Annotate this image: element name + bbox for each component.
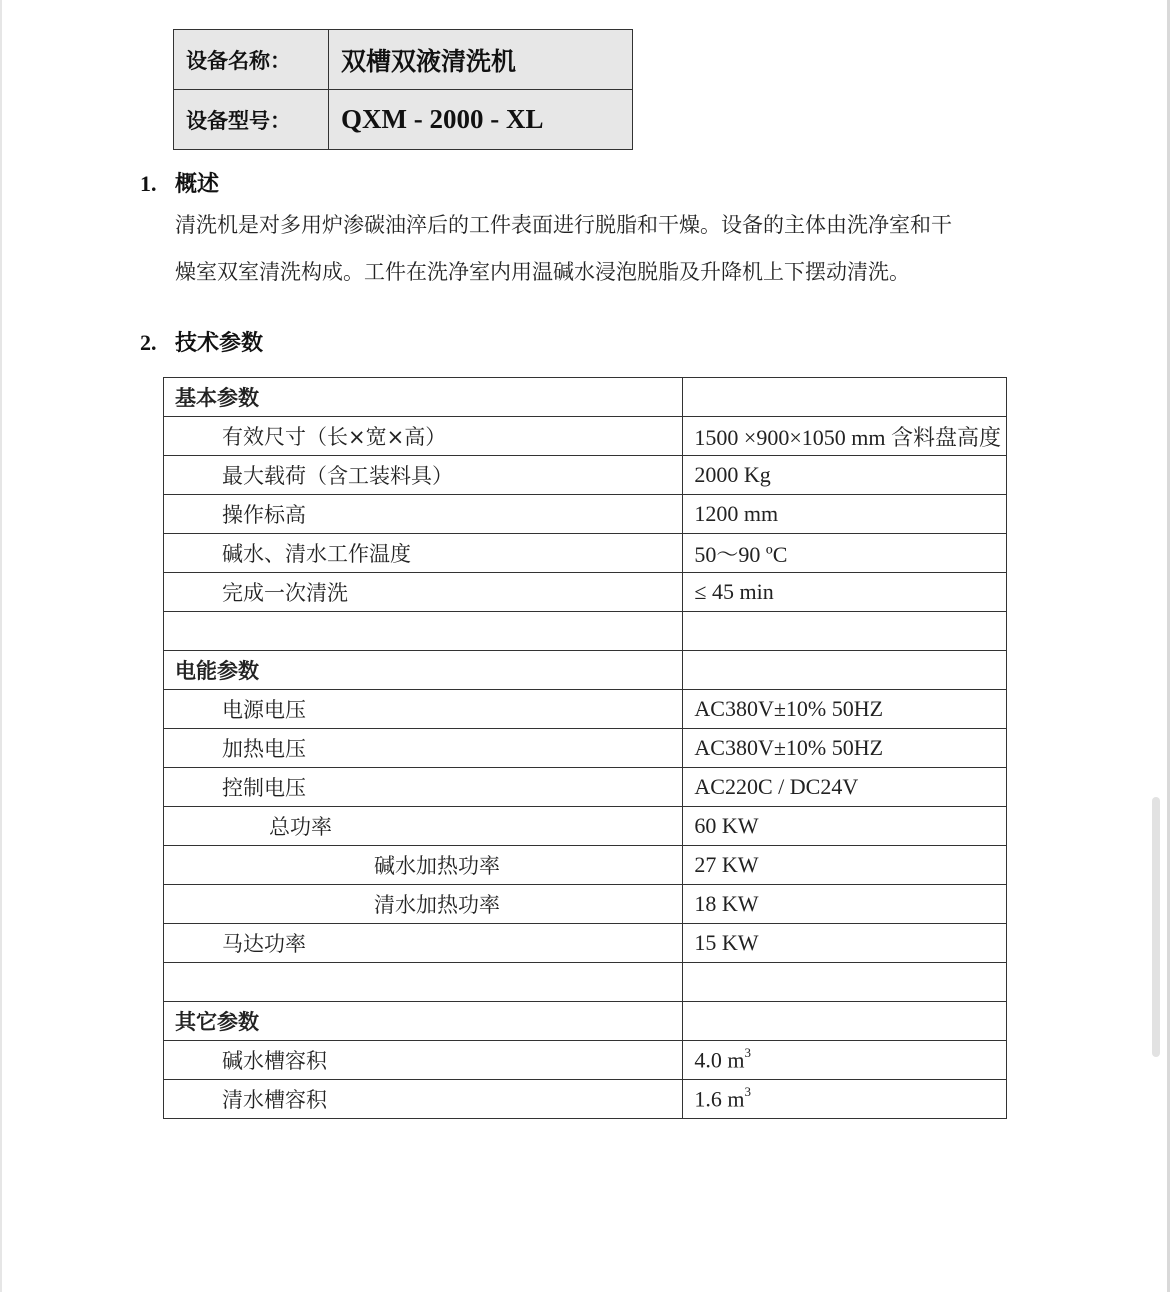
table-row (164, 768, 1007, 807)
empty-cell (683, 612, 1007, 651)
category-value-empty (683, 1002, 1007, 1041)
category-value-empty (683, 651, 1007, 690)
param-value: 50～90 ºC (683, 534, 1007, 573)
param-value: ≤ 45 min (683, 573, 1007, 612)
param-value: 1.6 m (694, 1086, 745, 1112)
table-row (164, 924, 1007, 963)
overview-line-1: 清洗机是对多用炉渗碳油淬后的工件表面进行脱脂和干燥。设备的主体由洗净室和干 (175, 213, 952, 237)
table-row (164, 417, 1007, 456)
category-label: 其它参数 (164, 1002, 683, 1041)
param-name: 有效尺寸（长×宽×高） (164, 417, 683, 456)
category-row (164, 651, 1007, 690)
table-row (164, 807, 1007, 846)
param-value: 15 KW (683, 924, 1007, 963)
param-name: 清水加热功率 (164, 885, 683, 924)
param-name: 完成一次清洗 (164, 573, 683, 612)
equipment-name-value: 双槽双液清洗机 (329, 30, 633, 90)
param-name: 总功率 (164, 807, 683, 846)
overview-line-2: 燥室双室清洗构成。工件在洗净室内用温碱水浸泡脱脂及升降机上下摆动清洗。 (175, 260, 910, 284)
table-row (164, 495, 1007, 534)
section-number: 2. (140, 330, 157, 355)
table-row (164, 690, 1007, 729)
param-value: 27 KW (683, 846, 1007, 885)
equipment-name-row (174, 30, 633, 90)
page-edge-left (0, 0, 2, 1292)
section-title: 技术参数 (175, 331, 264, 356)
table-row (164, 729, 1007, 768)
param-name: 最大载荷（含工装料具） (164, 456, 683, 495)
table-row (164, 1041, 1007, 1080)
param-name: 碱水槽容积 (164, 1041, 683, 1080)
table-row (164, 534, 1007, 573)
equipment-header-table (173, 29, 633, 150)
param-value: 60 KW (683, 807, 1007, 846)
table-row (164, 885, 1007, 924)
equipment-model-row (174, 90, 633, 150)
empty-cell (683, 963, 1007, 1002)
param-value: 18 KW (683, 885, 1007, 924)
param-name: 碱水、清水工作温度 (164, 534, 683, 573)
category-row (164, 378, 1007, 417)
empty-cell (164, 612, 683, 651)
param-name: 控制电压 (164, 768, 683, 807)
category-row (164, 1002, 1007, 1041)
param-name: 电源电压 (164, 690, 683, 729)
param-value-cell (683, 1080, 1007, 1119)
table-row (164, 573, 1007, 612)
param-value: AC220C / DC24V (683, 768, 1007, 807)
section-title: 概述 (175, 172, 220, 197)
equipment-name-label: 设备名称： (174, 30, 329, 90)
table-row (164, 1080, 1007, 1119)
param-value: AC380V±10% 50HZ (683, 690, 1007, 729)
param-value: 1200 mm (683, 495, 1007, 534)
equipment-model-value: QXM - 2000 - XL (329, 90, 633, 150)
category-label: 基本参数 (164, 378, 683, 417)
category-label: 电能参数 (164, 651, 683, 690)
param-value: 4.0 m (694, 1047, 745, 1073)
param-value: AC380V±10% 50HZ (683, 729, 1007, 768)
category-value-empty (683, 378, 1007, 417)
param-name: 碱水加热功率 (164, 846, 683, 885)
scrollbar-thumb[interactable] (1152, 797, 1160, 1057)
section-specs-heading (140, 326, 263, 357)
empty-row (164, 963, 1007, 1002)
spec-table (163, 377, 1007, 1119)
equipment-model-label: 设备型号： (174, 90, 329, 150)
table-row (164, 456, 1007, 495)
param-name: 马达功率 (164, 924, 683, 963)
empty-row (164, 612, 1007, 651)
param-name: 清水槽容积 (164, 1080, 683, 1119)
param-name: 加热电压 (164, 729, 683, 768)
empty-cell (164, 963, 683, 1002)
unit-superscript: 3 (744, 1044, 752, 1060)
param-value: 2000 Kg (683, 456, 1007, 495)
param-value-cell (683, 1041, 1007, 1080)
section-number: 1. (140, 171, 157, 196)
param-name: 操作标高 (164, 495, 683, 534)
table-row (164, 846, 1007, 885)
overview-paragraph (175, 202, 1055, 296)
section-overview-heading (140, 167, 219, 198)
unit-superscript: 3 (744, 1083, 752, 1099)
param-value: 1500 ×900×1050 mm 含料盘高度 (683, 417, 1007, 456)
